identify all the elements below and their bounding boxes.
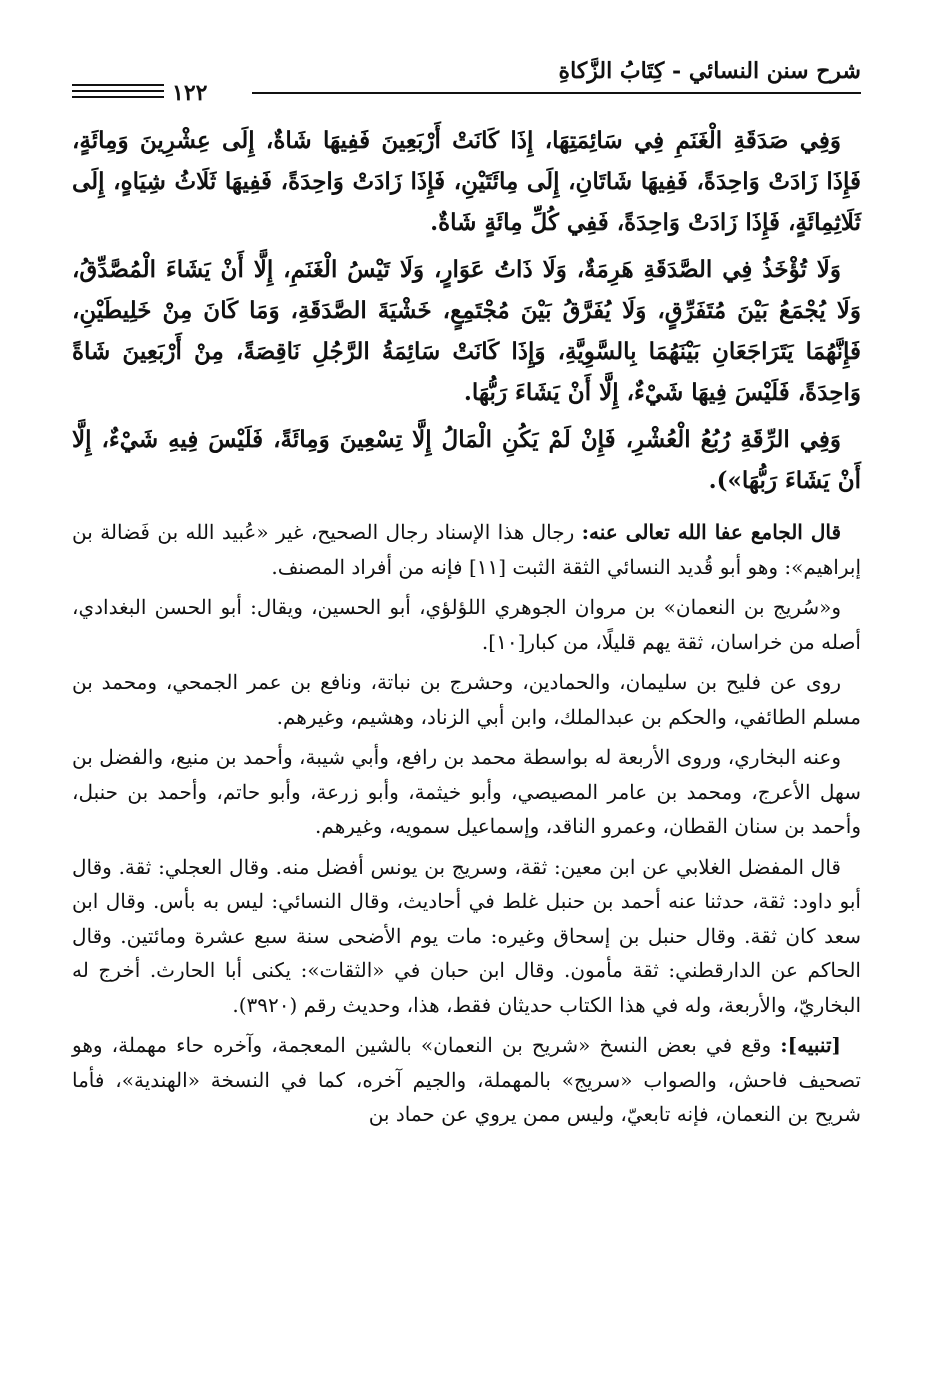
page-content — [72, 120, 861, 1138]
rule-line — [72, 96, 164, 98]
hadith-paragraph: وَفِي الرِّقَةِ رُبُعُ الْعُشْرِ، فَإِنْ لَمْ يَكُنِ الْمَالُ إِلَّا تِسْعِينَ وَمِائَةً، فَلَيْسَ فِيهِ شَيْءٌ، إِلَّا أَنْ يَشَاءَ رَبُّهَا»). — [72, 426, 861, 494]
header-rule — [252, 92, 861, 94]
tanbih-label: [تنبيه]: — [780, 1033, 841, 1057]
page-number-rules — [72, 84, 164, 102]
commentary-body: رجال هذا الإسناد رجال الصحيح، غير «عُبيد الله بن فَضالة بن إبراهيم»: وهو أبو قُديد النسائي الثقة الثبت [١١] فإنه من أفراد المصنف. — [72, 520, 861, 579]
hadith-text — [72, 120, 861, 501]
page-header — [72, 58, 861, 108]
commentary-paragraph: وعنه البخاري، وروى الأربعة له بواسطة محمد بن رافع، وأبي شيبة، وأحمد بن منيع، والفضل بن سهل الأعرج، ومحمد بن عامر المصيصي، وأبو خيثمة، وأبو زرعة، وأبو حاتم، وأحمد بن حنبل، وأحمد بن سنان القطان، وعمرو الناقد، وإسماعيل سمويه، وغيرهم. — [72, 745, 861, 838]
commentary-lead: قال الجامع عفا الله تعالى عنه: — [581, 520, 842, 544]
commentary-body: وقع في بعض النسخ «شريح بن النعمان» بالشين المعجمة، وآخره حاء مهملة، وهو تصحيف فاحش، والصواب «سريج» بالمهملة، والجيم آخره، كما في النسخة «الهندية»، فأما شريح بن النعمان، فإنه تابعيّ، وليس ممن يروي عن حماد بن — [72, 1033, 861, 1126]
commentary-paragraph: روى عن فليح بن سليمان، والحمادين، وحشرج بن نباتة، ونافع بن عمر الجمحي، ومحمد بن مسلم الطائفي، والحكم بن عبدالملك، وابن أبي الزناد، وهشيم، وغيرهم. — [72, 670, 861, 729]
running-title: شرح سنن النسائي - كِتَابُ الزَّكاةِ — [558, 58, 861, 84]
hadith-paragraph: وَفِي صَدَقَةِ الْغَنَمِ فِي سَائِمَتِهَا، إِذَا كَانَتْ أَرْبَعِينَ فَفِيهَا شَاةٌ، إِلَى عِشْرِينَ وَمِائَةٍ، فَإِذَا زَادَتْ وَاحِدَةً، فَفِيهَا شَاتَانِ، إِلَى مِائَتَيْنِ، فَإِذَا زَادَتْ وَاحِدَةً، فَفِيهَا ثَلَاثُ شِيَاهٍ، إِلَى ثَلَاثِمِائَةٍ، فَإِذَا زَادَتْ وَاحِدَةً، فَفِي كُلِّ مِائَةٍ شَاةٌ. — [72, 127, 861, 236]
commentary-paragraph: قال المفضل الغلابي عن ابن معين: ثقة، وسريج بن يونس أفضل منه. وقال العجلي: ثقة. وقال أبو داود: ثقة، حدثنا عنه أحمد بن حنبل غلط في أحاديث، وقال النسائي: ليس به بأس. وقال ابن سعد كان ثقة. وقال حنبل بن إسحاق وغيره: مات يوم الأضحى سنة سبع عشرة ومائتين. وقال الحاكم عن الدارقطني: ثقة مأمون. وقال ابن حبان في «الثقات»: يكنى أبا الحارث. أخرج له البخاريّ، والأربعة، وله في هذا الكتاب حديثان فقط، هذا، وحديث رقم (٣٩٢٠). — [72, 854, 861, 1017]
hadith-paragraph: وَلَا تُؤْخَذُ فِي الصَّدَقَةِ هَرِمَةٌ، وَلَا ذَاتُ عَوَارٍ، وَلَا تَيْسُ الْغَنَمِ، إِلَّا أَنْ يَشَاءَ الْمُصَّدِّقُ، وَلَا يُجْمَعُ بَيْنَ مُتَفَرِّقٍ، وَلَا يُفَرَّقُ بَيْنَ مُجْتَمِعٍ، خَشْيَةَ الصَّدَقَةِ، وَمَا كَانَ مِنْ خَلِيطَيْنِ، فَإِنَّهُمَا يَتَرَاجَعَانِ بَيْنَهُمَا بِالسَّوِيَّةِ، وَإِذَا كَانَتْ سَائِمَةُ الرَّجُلِ نَاقِصَةً، مِنْ أَرْبَعِينَ شَاةً وَاحِدَةً، فَلَيْسَ فِيهَا شَيْءٌ، إِلَّا أَنْ يَشَاءَ رَبُّهَا. — [72, 256, 861, 406]
commentary-paragraph: و«سُريج بن النعمان» بن مروان الجوهري اللؤلؤي، أبو الحسين، ويقال: أبو الحسن البغدادي، أصله من خراسان، ثقة يهم قليلًا، من كبار[١٠]. — [72, 595, 861, 654]
commentary-text — [72, 515, 861, 1132]
rule-line — [72, 84, 164, 86]
rule-line — [72, 90, 164, 92]
page-number: ١٢٢ — [172, 80, 208, 106]
commentary-paragraph — [72, 515, 861, 584]
commentary-paragraph — [72, 1028, 861, 1132]
